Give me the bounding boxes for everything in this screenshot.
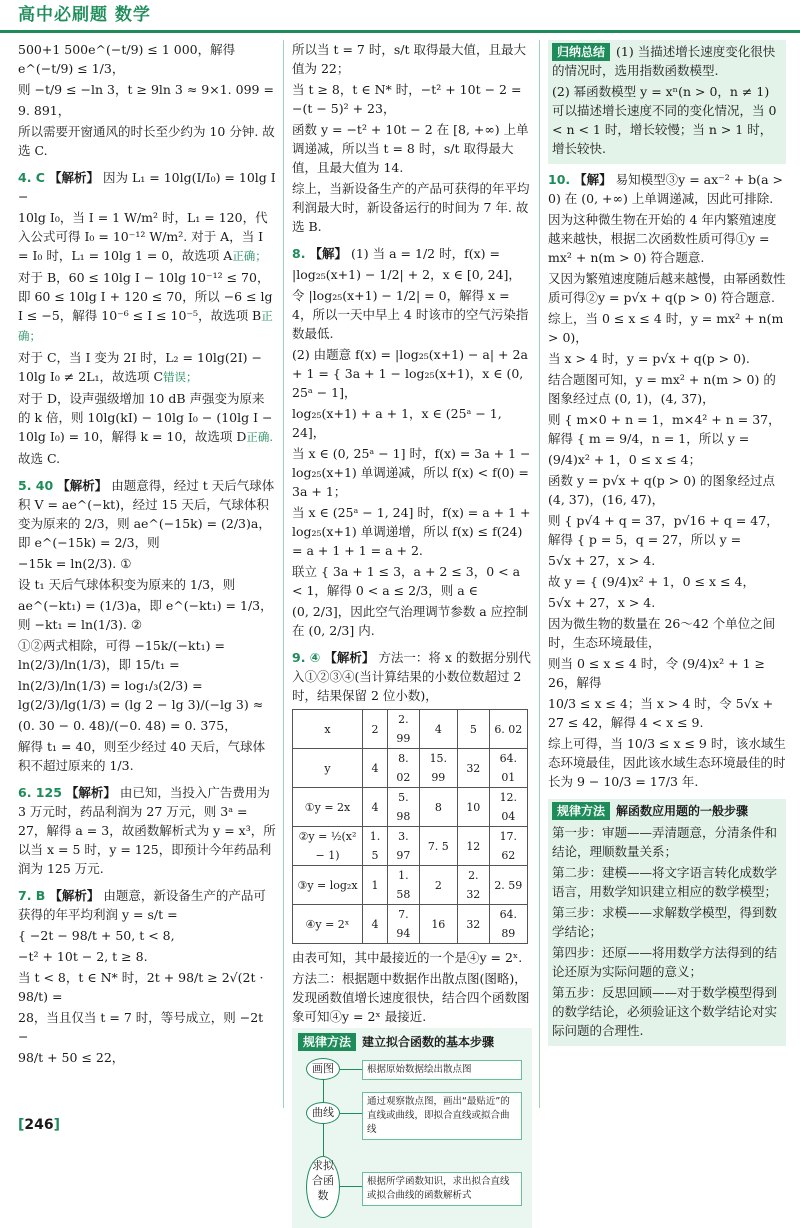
text-line: −15k = ln(2/3). ① <box>18 556 132 571</box>
text-line: 由已知，当投入广告费用为 3 万元时，药品利润为 27 万元，则 3ᵃ = 27，解得 a = 3，故函数解析式为 y = x³，所以当 x = 5 时，y = 125，即预计今年药品利润为 125 万元. <box>18 785 276 876</box>
table-cell: ②y = ½(x² − 1) <box>293 827 363 866</box>
analysis-tag: 【解析】 <box>48 170 99 185</box>
flow-node: 曲线 <box>306 1102 340 1124</box>
text-line: 对于 C，当 I 变为 2I 时，L₂ = 10lg(2I) − 10lg I₀ ≠ 2L₁，故选项 C <box>18 350 262 384</box>
table-cell: 16 <box>419 905 457 944</box>
table-row <box>293 710 528 749</box>
text-line: 故 y = { (9/4)x² + 1，0 ≤ x ≤ 4， <box>548 574 755 589</box>
page-header <box>0 0 800 36</box>
text-line: 方法二：根据题中数据作出散点图(图略)，发现函数值增长速度很快，结合四个函数图象可知④y = 2ˣ 最接近. <box>292 971 530 1024</box>
table-cell: 2. 59 <box>489 866 527 905</box>
analysis-tag: 【解析】 <box>65 785 116 800</box>
table-row <box>293 749 528 788</box>
question-8 <box>292 244 532 640</box>
text-line: 方法一：将 x 的数据分别代入①②③④(当计算结果的小数位数超过 2 时，结果保留 2 位小数)， <box>292 650 531 703</box>
method-badge: 规律方法 <box>298 1033 356 1051</box>
question-5 <box>18 476 276 775</box>
text-line: 500+1 500e^(−t/9) ≤ 1 000，解得 e^(−t/9) ≤ 1/3， <box>18 42 236 76</box>
text-line: 函数 y = −t² + 10t − 2 在 [8, +∞) 上单调递减，所以当 t = 8 时，s/t 取得最大值，且最大值为 14. <box>292 122 529 175</box>
method-title: 建立拟合函数的基本步骤 <box>362 1035 495 1049</box>
table-cell: y <box>293 749 363 788</box>
table-cell: 1. 5 <box>363 827 388 866</box>
text-line: 当 x ∈ (0, 25ᵃ − 1] 时，f(x) = 3a + 1 − log₂₅(x+1) 单调递减，所以 f(x) < f(0) = 3a + 1； <box>292 446 531 499</box>
flow-desc: 根据所学函数知识，求出拟合直线或拟合曲线的函数解析式 <box>362 1172 522 1206</box>
text-line: 因为 L₁ = 10lg(I/I₀) = 10lg I − <box>18 170 276 204</box>
text-line: ln(2/3)/ln(1/3) = log₁/₃(2/3) = lg(2/3)/lg(1/3) = (lg 2 − lg 3)/(−lg 3) ≈ <box>18 678 264 712</box>
text-line: log₂₅(x+1) + a + 1，x ∈ (25ᵃ − 1, 24]， <box>292 406 502 440</box>
text-line: −t² + 10t − 2, t ≥ 8. <box>18 949 148 964</box>
question-10 <box>548 170 786 791</box>
text-line: 当 t ≥ 8，t ∈ N* 时，−t² + 10t − 2 = −(t − 5)² + 23， <box>292 82 522 116</box>
correct-mark: 正确； <box>232 249 267 263</box>
table-cell: 5 <box>457 710 489 749</box>
text-line: 又因为繁殖速度随后越来越慢，由幂函数性质可得②y = p√x + q(p > 0) 符合题意. <box>548 271 786 305</box>
summary-badge: 归纳总结 <box>552 43 610 61</box>
text-line: (2) 由题意 f(x) = |log₂₅(x+1) − a| + 2a + 1 = { 3a + 1 − log₂₅(x+1)，x ∈ (0, 25ᵃ − 1]， <box>292 347 528 400</box>
table-cell: 64. 89 <box>489 905 527 944</box>
method-box <box>548 799 786 1046</box>
summary-box <box>548 40 786 164</box>
table-cell: 15. 99 <box>419 749 457 788</box>
text-line: 由题意，新设备生产的产品可获得的年平均利润 y = s/t = <box>18 888 266 922</box>
text-line: 所以需要开窗通风的时长至少约为 10 分钟. 故选 C. <box>18 124 275 158</box>
text-line: 第一步：审题——弄清题意，分清条件和结论，理顺数量关系； <box>552 825 778 859</box>
text-line: (0, 2/3]，因此空气治理调节参数 a 应控制在 (0, 2/3] 内. <box>292 604 529 638</box>
column-left <box>18 40 276 1108</box>
table-cell: 10 <box>457 788 489 827</box>
text-line: 联立 { 3a + 1 ≤ 3，a + 2 ≤ 3，0 < a < 1，解得 0 < a ≤ 2/3，则 a ∈ <box>292 564 521 598</box>
analysis-tag: 【解析】 <box>57 478 108 493</box>
question-7 <box>18 886 276 1067</box>
question-number: 6. 125 <box>18 785 62 800</box>
text-line: (0. 30 − 0. 48)/(−0. 48) = 0. 375， <box>18 718 237 733</box>
text-line: 因为这种微生物在开始的 4 年内繁殖速度越来越快，根据二次函数性质可得①y = mx² + n(m > 0) 符合题意. <box>548 212 777 265</box>
text-line: (1) 当描述增长速度变化很快的情况时，选用指数函数模型. <box>552 44 776 78</box>
text-line: 第二步：建模——将文字语言转化成数学语言，用数学知识建立相应的数学模型； <box>552 865 778 899</box>
text-line: 10/3 ≤ x ≤ 4；当 x > 4 时，令 5√x + 27 ≤ 42，解得 4 < x ≤ 9. <box>548 696 774 730</box>
table-cell: 7. 94 <box>388 905 420 944</box>
table-row <box>293 827 528 866</box>
table-cell: 32 <box>457 905 489 944</box>
column-middle <box>292 40 532 1202</box>
text-line: 则当 0 ≤ x ≤ 4 时，令 (9/4)x² + 1 ≥ 26，解得 <box>548 656 765 690</box>
flow-desc: 通过观察散点图，画出“最贴近”的直线或曲线，即拟合直线或拟合曲线 <box>362 1092 522 1140</box>
text-line: 当 x > 4 时，y = p√x + q(p > 0). <box>548 351 750 366</box>
question-number: 7. B <box>18 888 46 903</box>
text-line: |log₂₅(x+1) − 1/2| + 2，x ∈ [0, 24]， <box>292 267 521 282</box>
text-line: (9/4)x² + 1，0 ≤ x ≤ 4； <box>548 452 702 467</box>
table-cell: 2 <box>419 866 457 905</box>
question-4 <box>18 168 276 468</box>
table-cell: 2 <box>363 710 388 749</box>
table-cell: 4 <box>363 788 388 827</box>
text-line: 解得 t₁ = 40，则至少经过 40 天后，气球体积不超过原来的 1/3. <box>18 739 266 773</box>
table-row <box>293 788 528 827</box>
text-line: 当 t < 8，t ∈ N* 时，2t + 98/t ≥ 2√(2t · 98/t) = <box>18 970 264 1004</box>
text-line: 由表可知，其中最接近的一个是④y = 2ˣ. <box>292 950 523 965</box>
table-cell: 1. 58 <box>388 866 420 905</box>
flow-node: 求拟合函数 <box>306 1156 340 1218</box>
flow-node: 画图 <box>306 1058 340 1080</box>
wrong-mark: 错误； <box>163 370 198 384</box>
page-number: [246] <box>18 1117 61 1133</box>
text-line: ①②两式相除，可得 −15k/(−kt₁) = ln(2/3)/ln(1/3)，即 15/t₁ = <box>18 638 225 672</box>
text-line: 结合题图可知，y = mx² + n(m > 0) 的图象经过点 (0, 1)，(4, 37)， <box>548 372 776 406</box>
text-line: 5√x + 27，x > 4. <box>548 553 656 568</box>
text-line: (1) 当 a = 1/2 时，f(x) = <box>350 246 500 261</box>
text-line: ae^(−kt₁) = (1/3)a，即 e^(−kt₁) = 1/3，则 −kt₁ = ln(1/3). ② <box>18 598 273 632</box>
question-9 <box>292 648 532 1026</box>
text-line: 所以当 t = 7 时，s/t 取得最大值，且最大值为 22； <box>292 42 526 76</box>
flow-desc: 根据原始数据绘出散点图 <box>362 1060 522 1080</box>
fitting-steps-box <box>292 1028 532 1228</box>
text-line: 设 t₁ 天后气球体积变为原来的 1/3，则 <box>18 577 236 592</box>
text-line: 由题意得，经过 t 天后气球体积 V = ae^(−kt)，经过 15 天后，气球体积变为原来的 2/3，则 ae^(−15k) = (2/3)a，即 e^(−15k) = 2/3，则 <box>18 478 275 550</box>
book-title: 高中必刷题 数学 <box>18 5 151 25</box>
text-line: 对于 D，设声强级增加 10 dB 声强变为原来的 k 倍，则 10lg(kI) − 10lg I₀ − (10lg I − 10lg I₀) = 10，解得 k = 10，故选项 D <box>18 391 273 444</box>
question-number: 8. <box>292 246 306 261</box>
table-cell: 4 <box>419 710 457 749</box>
text-line: 则 { m×0 + n = 1，m×4² + n = 37，解得 { m = 9/4，n = 1，所以 y = <box>548 412 781 446</box>
analysis-tag: 【解析】 <box>49 888 100 903</box>
text-line: 5√x + 27，x > 4. <box>548 595 656 610</box>
column-right <box>548 40 786 1108</box>
table-cell: 6. 02 <box>489 710 527 749</box>
question-number: 9. ④ <box>292 650 321 665</box>
table-cell: 8. 02 <box>388 749 420 788</box>
table-row <box>293 905 528 944</box>
table-cell: ①y = 2x <box>293 788 363 827</box>
text-line: 当 x ∈ (25ᵃ − 1, 24] 时，f(x) = a + 1 + log₂₅(x+1) 单调递增，所以 f(x) ≤ f(24) = a + 1 + 1 = a + 2. <box>292 505 531 558</box>
table-cell: 12. 04 <box>489 788 527 827</box>
text-line: 28，当且仅当 t = 7 时，等号成立，则 −2t − <box>18 1010 264 1044</box>
column-divider <box>283 40 284 1108</box>
correct-mark: 正确； <box>18 309 273 343</box>
table-cell: 8 <box>419 788 457 827</box>
solution-tag: 【解】 <box>309 246 347 261</box>
correct-mark: 正确. <box>246 430 274 444</box>
text-line: 函数 y = p√x + q(p > 0) 的图象经过点 (4, 37)，(16, 47)， <box>548 473 775 507</box>
solution-tag: 【解】 <box>574 172 612 187</box>
text-line: 易知模型③y = ax⁻² + b(a > 0) 在 (0, +∞) 上单调递减，因此可排除. <box>548 172 783 206</box>
column-divider <box>539 40 540 1108</box>
table-cell: 3. 97 <box>388 827 420 866</box>
table-cell: 1 <box>363 866 388 905</box>
table-cell: 4 <box>363 749 388 788</box>
table-cell: 4 <box>363 905 388 944</box>
text-line: 因为微生物的数量在 26～42 个单位之间时，生态环境最佳， <box>548 616 776 650</box>
table-cell: x <box>293 710 363 749</box>
question-6 <box>18 783 276 878</box>
text-line: 综上，当新设备生产的产品可获得的年平均利润最大时，新设备运行的时间为 7 年. 故选 B. <box>292 181 530 234</box>
table-cell: 12 <box>457 827 489 866</box>
text-line: 综上可得，当 10/3 ≤ x ≤ 9 时，该水域生态环境最佳，因此该水域生态环境最佳的时长为 9 − 10/3 = 17/3 年. <box>548 736 786 789</box>
question-number: 5. 40 <box>18 478 54 493</box>
text-line: 对于 B，60 ≤ 10lg I − 10lg 10⁻¹² ≤ 70，即 60 ≤ 10lg I + 120 ≤ 70，所以 −6 ≤ lg I ≤ −5，解得 10⁻⁶ ≤ I ≤ 10⁻⁵，故选项 B <box>18 270 273 323</box>
table-cell: 17. 62 <box>489 827 527 866</box>
table-cell: 2. 99 <box>388 710 420 749</box>
table-cell: 64. 01 <box>489 749 527 788</box>
text-line: (2) 幂函数模型 y = xⁿ(n > 0，n ≠ 1) 可以描述增长速度不同的变化情况，当 0 < n < 1 时，增长较慢；当 n > 1 时，增长较快. <box>552 84 777 156</box>
text-line: 则 −t/9 ≤ −ln 3，t ≥ 9ln 3 ≈ 9×1. 099 = <box>18 82 274 97</box>
table-cell: ④y = 2ˣ <box>293 905 363 944</box>
analysis-tag: 【解析】 <box>324 650 375 665</box>
text-line: 第五步：反思回顾——对于数学模型得到的数学结论，必须验证这个数学结论对实际问题的合理性. <box>552 985 778 1038</box>
text-line: 故选 C. <box>18 451 61 466</box>
question-number: 10. <box>548 172 571 187</box>
comparison-table <box>292 709 528 944</box>
text-line: 10lg I₀，当 I = 1 W/m² 时，L₁ = 120，代入公式可得 I₀ = 10⁻¹² W/m². 对于 A，当 I = I₀ 时，L₁ = 10lg 1 = 0，故选项 A <box>18 210 268 263</box>
table-cell: 5. 98 <box>388 788 420 827</box>
method-title: 解函数应用题的一般步骤 <box>616 804 749 818</box>
text-line: { −2t − 98/t + 50, t < 8, <box>18 928 175 943</box>
table-cell: 32 <box>457 749 489 788</box>
text-line: 令 |log₂₅(x+1) − 1/2| = 0，解得 x = 4，所以一天中早上 4 时该市的空气污染指数最低. <box>292 288 529 341</box>
method-badge: 规律方法 <box>552 802 610 820</box>
text-line: 第四步：还原——将用数学方法得到的结论还原为实际问题的意义； <box>552 945 778 979</box>
header-rule <box>0 30 800 33</box>
table-cell: ③y = log₂x <box>293 866 363 905</box>
text-line: 综上，当 0 ≤ x ≤ 4 时，y = mx² + n(m > 0)， <box>548 311 784 345</box>
text-line: 9. 891， <box>18 103 71 118</box>
table-cell: 2. 32 <box>457 866 489 905</box>
text-line: 第三步：求模——求解数学模型，得到数学结论； <box>552 905 778 939</box>
page-number-value: 246 <box>24 1117 54 1133</box>
text-line: 则 { p√4 + q = 37，p√16 + q = 47，解得 { p = 5，q = 27，所以 y = <box>548 513 779 547</box>
text-line: 98/t + 50 ≤ 22， <box>18 1050 125 1065</box>
table-cell: 7. 5 <box>419 827 457 866</box>
question-number: 4. C <box>18 170 45 185</box>
table-row <box>293 866 528 905</box>
